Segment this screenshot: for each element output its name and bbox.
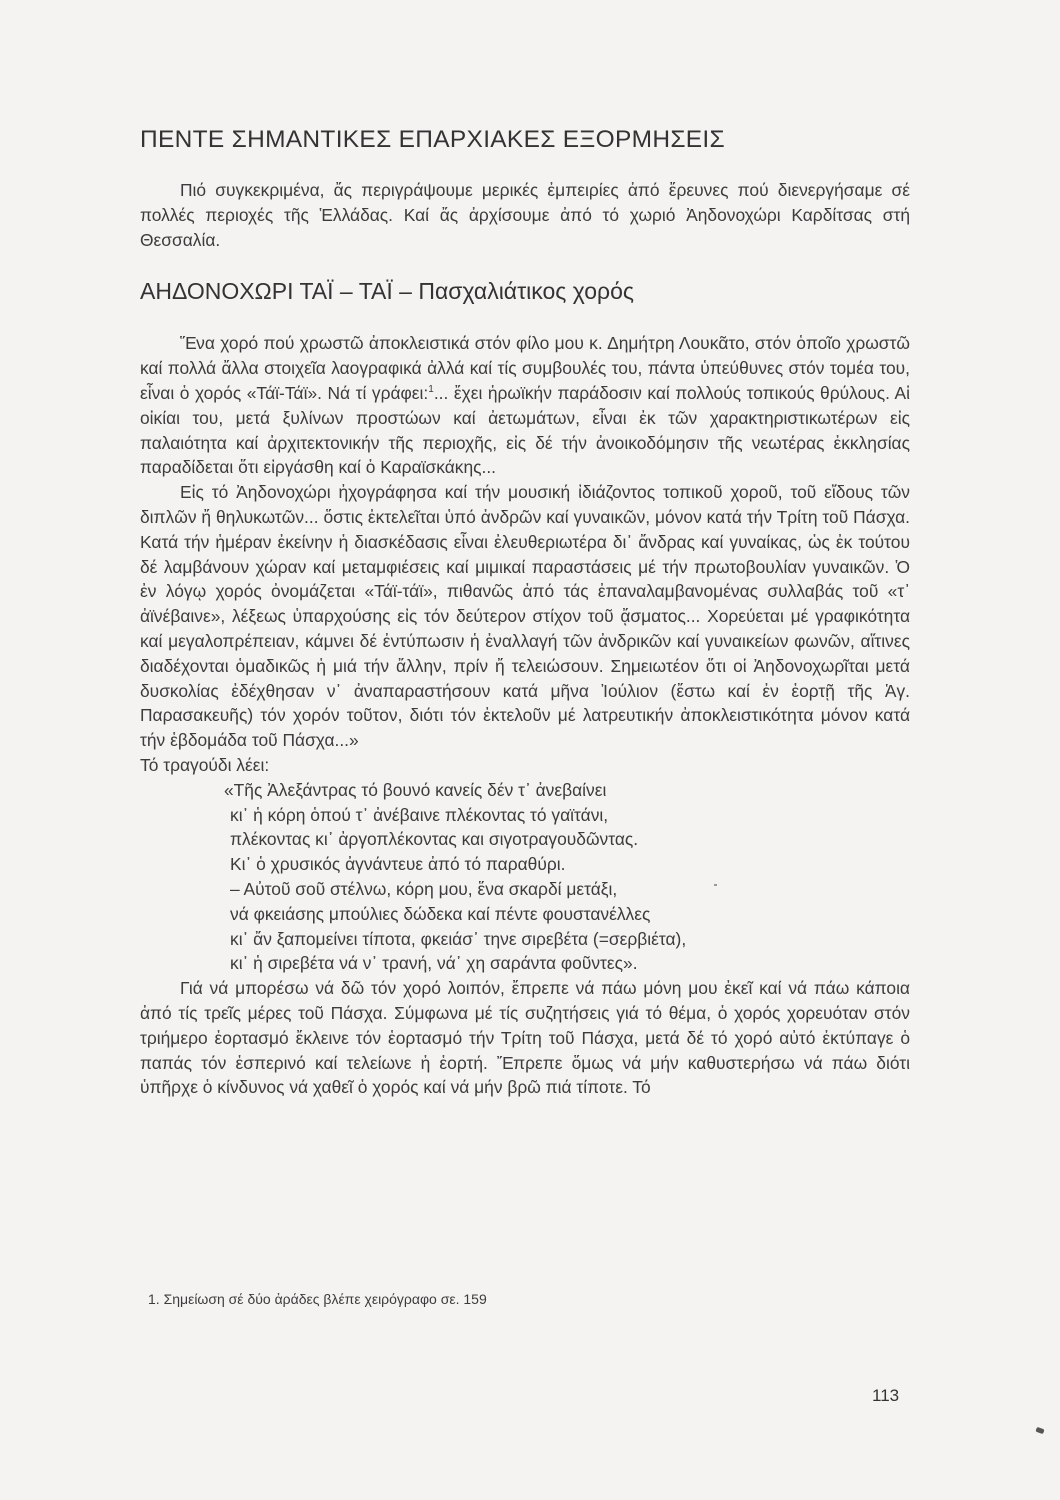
paragraph-1-part-b: ... ἔχει ἡρωϊκήν παράδοσιν καί πολλούς τοπικούς θρύλους. Αἱ οἰκίαι του, μετά ξυλίνων προστώων καί ἀετωμάτων, εἶναι ἐκ τῶν χαρακτηριστικωτέρων εἰς παλαιότητα καί ἀρχιτεκτονικήν τῆς περιοχῆς, εἰς δέ τήν ἀνοικοδόμησιν τῆς νεωτέρας ἐκκλησίας παραδίδεται ὅτι εἰργάσθη καί ὁ Καραϊσκάκης... bbox=[140, 382, 910, 478]
verse-line: νά φκειάσης μπούλιες δώδεκα καί πέντε φουστανέλλες bbox=[230, 903, 651, 924]
page-number: 113 bbox=[872, 1386, 900, 1405]
song-verses bbox=[224, 778, 910, 976]
footnote: 1. Σημείωση σέ δύο ἀράδες βλέπε χειρόγραφο σε. 159 bbox=[148, 1291, 487, 1307]
paragraph-1-part-a: Ἕνα χορό πού χρωστῶ ἀποκλειστικά στόν φίλο μου κ. Δημήτρη Λουκᾶτο, στόν ὁποῖο χρωστῶ καί πολλά ἄλλα στοιχεῖα λαογραφικά ἀλλά καί τίς συμβουλές του, πάντα ὑπεύθυνες στόν τομέα του, εἶναι ὁ χορός «Τάϊ-Τάϊ». Νά τί γράφει: bbox=[140, 333, 910, 403]
verse-line: Κι᾿ ὁ χρυσικός ἀγνάντευε ἀπό τό παραθύρι. bbox=[230, 854, 566, 875]
verse-line: κι᾿ ἄν ξαπομείνει τίποτα, φκειάσ᾿ τηνε σιρεβέτα (=σερβιέτα), bbox=[230, 928, 687, 949]
verse-line: «Τῆς Ἀλεξάντρας τό βουνό κανείς δέν τ᾿ ἀνεβαίνει bbox=[224, 779, 607, 800]
verse-line: κι᾿ ἡ κόρη ὁπού τ᾿ ἀνέβαινε πλέκοντας τό γαϊτάνι, bbox=[230, 804, 609, 825]
paper-speck bbox=[714, 884, 717, 886]
verse-line: – Αὐτοῦ σοῦ στέλνω, κόρη μου, ἕνα σκαρδί μετάξι, bbox=[230, 878, 618, 899]
ink-smudge bbox=[1035, 1427, 1044, 1434]
song-intro: Τό τραγούδι λέει: bbox=[140, 754, 270, 775]
paragraph-1 bbox=[140, 331, 910, 480]
verse-line: κι᾿ ἡ σιρεβέτα νά ν᾿ τρανή, νά᾿ χη σαράντα φοῦντες». bbox=[230, 953, 638, 974]
chapter-title: ΠΕΝΤΕ ΣΗΜΑΝΤΙΚΕΣ ΕΠΑΡΧΙΑΚΕΣ ΕΞΟΡΜΗΣΕΙΣ bbox=[140, 126, 725, 153]
paragraph-3: Γιά νά μπορέσω νά δῶ τόν χορό λοιπόν, ἔπρεπε νά πάω μόνη μου ἐκεῖ καί νά πάω κάποια ἀπό τίς τρεῖς μέρες τοῦ Πάσχα. Σύμφωνα μέ τίς συζητήσεις γιά τό θέμα, ὁ χορός χορευόταν στόν τριήμερο ἑορτασμό ἔκλεινε τόν ἑορτασμό τήν Τρίτη τοῦ Πάσχα, μετά δέ τό χορό αὐτό ἐκτύπαγε ὁ παπάς τόν ἑσπερινό καί τελείωνε ἡ ἑορτή. Ἔπρεπε ὅμως νά μήν καθυστερήσω νά πάω διότι ὑπῆρχε ὁ κίνδυνος νά χαθεῖ ὁ χορός καί νά μήν βρῶ πιά τίποτε. Τό bbox=[140, 978, 910, 1098]
section-title: ΑΗΔΟΝΟΧΩΡΙ ΤΑΪ – ΤΑΪ – Πασχαλιάτικος χορός bbox=[140, 278, 634, 305]
intro-paragraph: Πιό συγκεκριμένα, ἄς περιγράψουμε μερικές ἐμπειρίες ἀπό ἔρευνες πού διενεργήσαμε σέ πολλές περιοχές τῆς Ἑλλάδας. Καί ἄς ἀρχίσουμε ἀπό τό χωριό Ἀηδονοχώρι Καρδίτσας στή Θεσσαλία. bbox=[140, 180, 910, 250]
verse-line: πλέκοντας κι᾿ ἀργοπλέκοντας και σιγοτραγουδῶντας. bbox=[230, 829, 639, 850]
page-body bbox=[140, 126, 910, 1100]
paragraph-2: Εἰς τό Ἀηδονοχώρι ἠχογράφησα καί τήν μουσική ἰδιάζοντος τοπικοῦ χοροῦ, τοῦ εἴδους τῶν διπλῶν ἤ θηλυκωτῶν... ὅστις ἐκτελεῖται ὑπό ἀνδρῶν καί γυναικῶν, μόνον κατά τήν Τρίτη τοῦ Πάσχα. Κατά τήν ἡμέραν ἐκείνην ἡ διασκέδασις εἶναι ἐλευθεριωτέρα δι᾿ ἄνδρας καί γυναίκας, ὡς ἐκ τούτου δέ λαμβάνουν χώραν καί μεταμφιέσεις καί μιμικαί παραστάσεις μέ τήν πρωτοβουλίαν γυναικῶν. Ὁ ἐν λόγῳ χορός ὀνομάζεται «Τάϊ-τάϊ», πιθανῶς ἀπό τάς ἐπαναλαμβανομένας συλλαβάς τοῦ «τ᾿ ἀϊνέβαινε», λέξεως ὑπαρχούσης εἰς τόν δεύτερον στίχον τοῦ ᾄσματος... Χορεύεται μέ γραφικότητα καί μεγαλοπρέπειαν, κάμνει δέ ἐντύπωσιν ἡ ἐναλλαγή τῶν ἀνδρικῶν καί γυναικείων φωνῶν, αἵτινες διαδέχονται ὁμαδικῶς ἡ μιά τήν ἄλλην, πρίν ἤ τελειώσουν. Σημειωτέον ὅτι οἱ Ἀηδονοχωρῖται μετά δυσκολίας ἐδέχθησαν ν᾿ ἀναπαραστήσουν κατά μῆνα Ἰούλιον (ἔστω καί ἐν ἑορτῇ τῆς Ἁγ. Παρασακευῆς) τόν χορόν τοῦτον, διότι τόν ἐκτελοῦν μέ λατρευτικήν ἀποκλειστικότητα μόνον κατά τήν ἑβδομάδα τοῦ Πάσχα...» bbox=[140, 482, 910, 751]
footnote-reference: 1 bbox=[428, 384, 434, 396]
